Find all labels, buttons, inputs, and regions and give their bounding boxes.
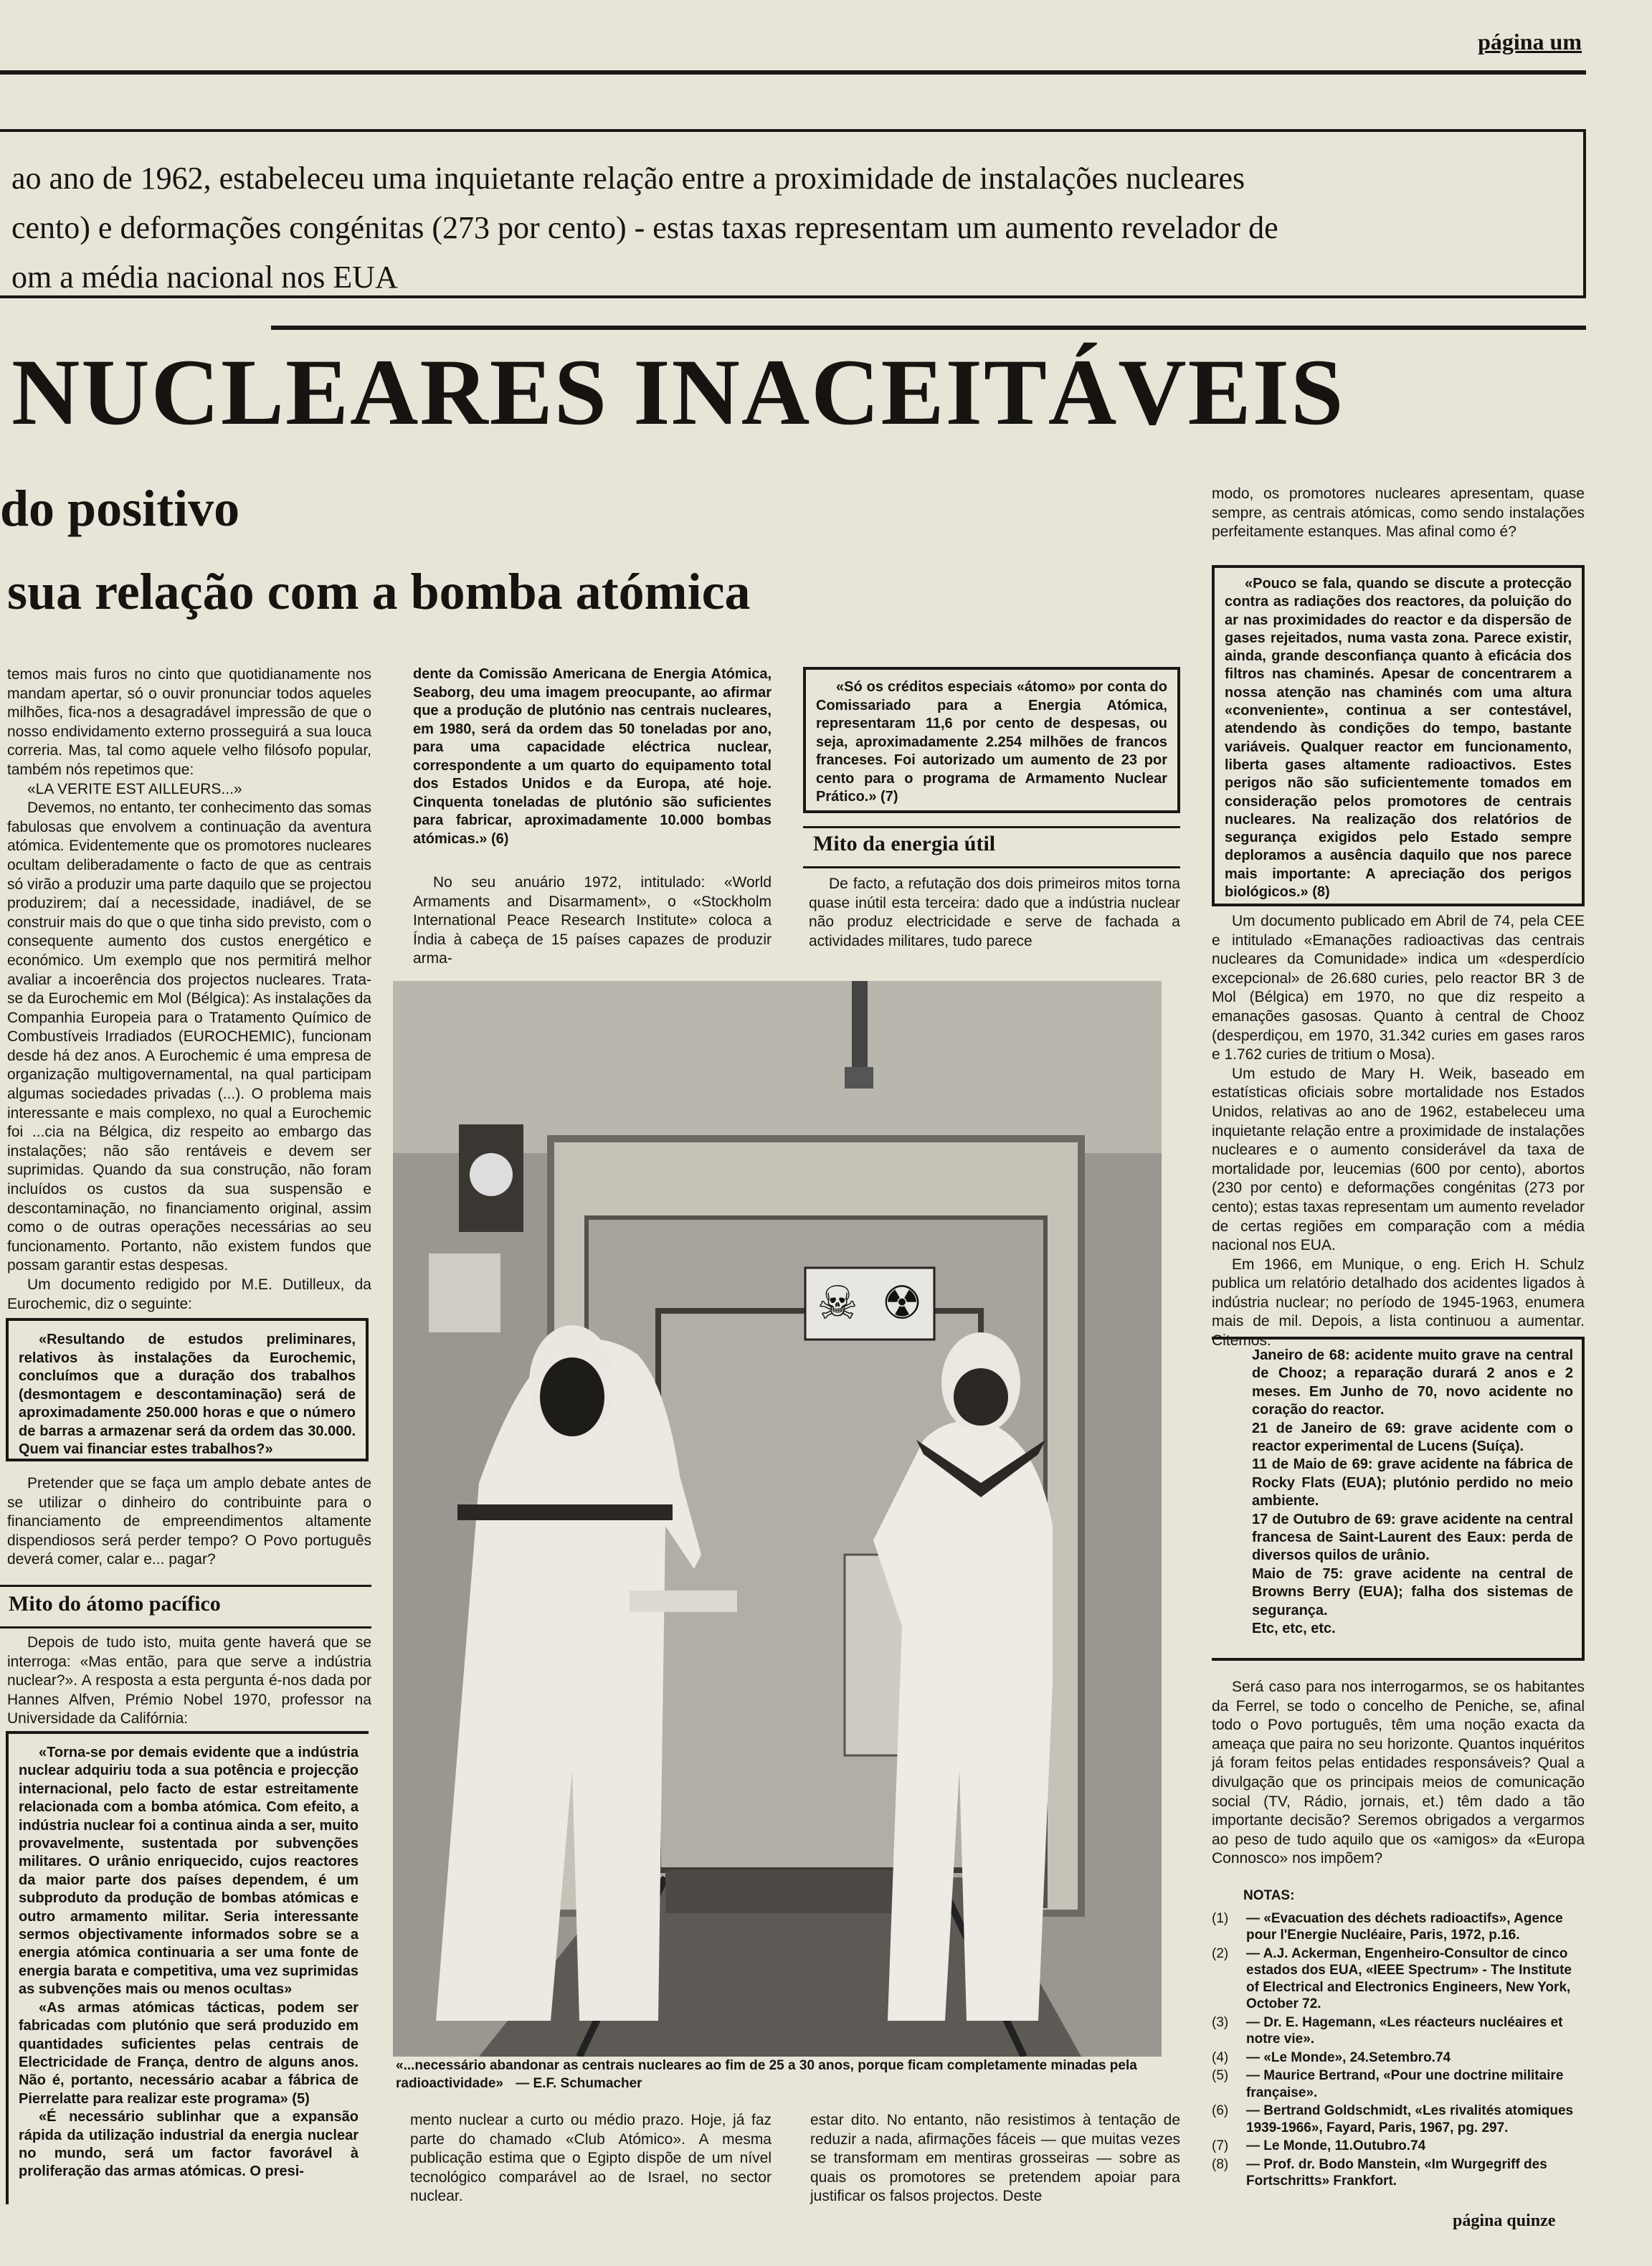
note-number: (5) (1212, 2068, 1229, 2083)
col2-bottom (410, 2111, 772, 2206)
col1-para: temos mais furos no cinto que quotidianamente nos mandam apertar, só o ouvir pronunciar todos aqueles milhões, fica-nos a desagradável impressão de que o nosso endividamento externo prosseguirá a sua louca correria. Mas, tal como aquele velho filósofo popular, também nós repetimos que: (7, 666, 371, 778)
radiation-icon: ☢ (881, 1277, 923, 1330)
col1-after-quote-text: Pretender que se faça um amplo debate antes de se utilizar o dinheiro do contribuinte para o financiamento de empreendimentos altamente dispendiosos será perder tempo? O Povo português deverá comer, calar e... pagar? (7, 1475, 371, 1568)
col4-intro-text: modo, os promotores nucleares apresentam, quase sempre, as centrais atómicas, como sendo instalações perfeitamente estanques. Mas afinal como é? (1212, 485, 1585, 541)
section-title-energia: Mito da energia útil (813, 832, 996, 855)
note-number: (2) (1212, 1945, 1229, 1961)
col1-quote2-para: «Torna-se por demais evidente que a indústria nuclear adquiriu toda a sua potência e projecção internacional, pelo facto de estar estreitamente relacionada com a bomba atómica. Com efeito, a indústria nuclear foi a continua ainda a ser, muito provavelmente, sustentada por subvenções militares. O urânio enriquecido, cujos reactores da maior parte dos países dependem, é um subproduto da produção de bombas atómicas e outro armamento militar. Seria interessante sermos objectivamente informados sobre se a energia atómica continuaria a ser uma fonte de energia barata e competitiva, uma vez suprimidas as subvenções mais ou menos ocultas» (19, 1745, 359, 1998)
banner-underline (271, 326, 1586, 330)
note-number: (1) (1212, 1910, 1229, 1926)
note-item (1212, 2014, 1585, 2048)
section-rule (803, 866, 1180, 868)
note-item (1212, 2103, 1585, 2136)
col1-section-para (7, 1634, 371, 1729)
col4-quote-box (1212, 565, 1585, 906)
col2-para (413, 873, 772, 969)
top-rule (0, 70, 1586, 75)
accidents-box (1212, 1337, 1585, 1661)
col4-closing (1212, 1678, 1585, 1869)
accident-item: Maio de 75: grave acidente na central de Browns Berry (EUA); falha dos sistemas de segurança. (1252, 1565, 1573, 1618)
col3-quote: «Só os créditos especiais «átomo» por conta do Comissariado para a Energia Atómica, representaram 11,6 por cento de despesas, ou seja, aproximadamente 2.254 milhões de francos franceses. Foi autorizado um aumento de 23 por cento para o programa de Armamento Nuclear Prático.» (7) (816, 679, 1167, 805)
note-item (1212, 1910, 1585, 1944)
note-number: (4) (1212, 2049, 1229, 2065)
banner-line-2: cento) e deformações congénitas (273 por cento) - estas taxas representam um aumento revelador de (11, 210, 1278, 245)
note-number: (7) (1212, 2138, 1229, 2153)
headline: NUCLEARES INACEITÁVEIS (11, 339, 1345, 445)
col1-quote2-para: «É necessário sublinhar que a expansão rápida da utilização industrial da energia nuclear no mundo, será um factor favorável à proliferação das armas atómicas. O presi- (19, 2109, 359, 2180)
accident-item: 21 de Janeiro de 69: grave acidente com o reactor experimental de Lucens (Suíça). (1252, 1420, 1573, 1455)
col2-quote-text: dente da Comissão Americana de Energia Atómica, Seaborg, deu uma imagem preocupante, ao afirmar que a produção de plutónio nas centrais nucleares, em 1980, será da ordem das 50 toneladas por ano, para uma capacidade eléctrica nuclear, correspondente a um quarto do equipamento total dos Estados Unidos e da Europa, até hoje. Cinquenta toneladas de plutónio são suficientes para fabricar, aproximadamente 10.000 bombas atómicas.» (6) (413, 666, 772, 847)
col1-para: Devemos, no entanto, ter conhecimento das somas fabulosas que envolvem a continuação da aventura atómica. Evidentemente que os promotores nucleares ocultam deliberadamente o facto de que as centrais só virão a produzir uma parte daquilo que se projectou produzirem; daí a necessidade, inadiável, de se construir mais do que o que tinha sido previsto, com o consequente aumento dos custos energético e económico. Um exemplo que nos permitirá melhor avaliar a incoerência dos projectos nucleares. Trata-se da Eurochemic em Mol (Bélgica): As instalações da Companhia Europeia para o Tratamento Químico de Combustíveis Irradiados (EUROCHEMIC), funcionam desde há dez anos. A Eurochemic é uma empresa de organização multigovernamental, na qual participam algumas sociedades privadas (...). O problema mais interessante e mais complexo, no qual a Eurochemic foi ...cia na Bélgica, diz respeito ao embargo das instalações; não são rentáveis e devem ser suprimidas. Quando da sua construção, não foram incluídos os custos da sua suspensão e descontaminação, no financiamento original, assim como o de outras operações necessárias ao seu funcionamento. Portanto, não existem fundos que possam garantir estas despesas. (7, 800, 371, 1274)
note-text: — Bertrand Goldschmidt, «Les rivalités atomiques 1939-1966», Fayard, Paris, 1967, pg. 297. (1246, 2103, 1574, 2135)
note-text: — «Le Monde», 24.Setembro.74 (1246, 2049, 1451, 2065)
note-text: — Maurice Bertrand, «Pour une doctrine militaire française». (1246, 2068, 1564, 2100)
note-text: — Dr. E. Hagemann, «Les réacteurs nucléaires et notre vie». (1246, 2014, 1563, 2047)
col4-paras (1212, 912, 1585, 1351)
banner-line-3: om a média nacional nos EUA (11, 260, 398, 295)
accident-item: Janeiro de 68: acidente muito grave na central de Chooz; a reparação durará 2 anos e 2 meses. Em Junho de 70, novo acidente no coração do reactor. (1252, 1347, 1573, 1418)
col1-section-text: Depois de tudo isto, muita gente haverá que se interroga: «Mas então, para que serve a indústria nuclear?». A resposta a esta pergunta é-nos dada por Hannes Alfven, Prémio Nobel 1970, professor na Universidade da Califórnia: (7, 1634, 371, 1727)
col1-para: Um documento redigido por M.E. Dutilleux, da Eurochemic, diz o seguinte: (7, 1276, 371, 1312)
col4-intro (1212, 485, 1585, 542)
section-title-atomo: Mito do átomo pacífico (9, 1592, 221, 1616)
photo-caption (396, 2057, 1162, 2092)
page-label-top: página um (1478, 29, 1582, 54)
page-label-bottom: página quinze (1453, 2212, 1556, 2230)
photo-illustration (393, 981, 1162, 2057)
col1-after-quote (7, 1474, 371, 1570)
note-text: — Prof. dr. Bodo Manstein, «Im Wurgegriff des Fortschritts» Frankfort. (1246, 2156, 1547, 2189)
col1-quote-box (6, 1318, 369, 1461)
col4-para: Em 1966, em Munique, o eng. Erich H. Schulz publica um relatório detalhado dos acidentes ligados à indústria nuclear; no período de 1945-1963, enumera mais de mil. Depois, a lista continuou a aumentar. Citemos: (1212, 1256, 1585, 1350)
col1-quote2-box (6, 1731, 369, 2204)
notes (1212, 1887, 1585, 2191)
note-item (1212, 2049, 1585, 2067)
col2-quote-continued (413, 665, 772, 848)
col1-quote2-para: «As armas atómicas tácticas, podem ser fabricadas com plutónio que será produzido em quantidades suficientes pelas centrais de Electricidade de França, dentro de alguns anos. Não é, portanto, necessário acabar a fábrica de Pierrelatte para realizar este programa» (5) (19, 1999, 359, 2107)
col4-para: Um documento publicado em Abril de 74, pela CEE e intitulado «Emanações radioactivas das centrais nucleares da Comunidade» indica um «desperdício excepcional» de 26.680 curies, pelo reactor BR 3 de Mol (Bélgica) em 1970, no que diz respeito a emanações gasosas. Quanto à central de Chooz (desperdiçou, em 1970, 31.342 curies em gases raros e 1.762 curies de tritium o Mosa). (1212, 913, 1585, 1063)
col4-quote: «Pouco se fala, quando se discute a protecção contra as radiações dos reactores, da poluição do ar nas proximidades do reactor e da dispersão de gases rejeitados, numa vasta zona. Parece existir, ainda, grande desconfiança quanto à eficácia dos filtros nas chaminés. Apesar de concentrarem a nossa atenção nas chaminés com uma altura «conveniente», continua a ser contestável, atendendo às condições do tempo, bastante variáveis. Qualquer reactor em funcionamento, liberta gases altamente radioactivos. Estes perigos não são suficientemente tomados em consideração pelos promotores de centrais nucleares. Na realização dos relatórios de segurança exigidos pelo Estado sempre deploramos a ausência daquilo que nos parece mais importante: A apreciação dos perigos biológicos.» (8) (1225, 576, 1572, 901)
radiation-warning-sign (805, 1268, 934, 1340)
note-item (1212, 1945, 1585, 2013)
caption-quote: «...necessário abandonar as centrais nucleares ao fim de 25 a 30 anos, porque ficam completamente minadas pela radioactividade» (396, 2058, 1137, 2091)
section-rule (0, 1585, 371, 1587)
note-item (1212, 2067, 1585, 2101)
photo-reactor-workers (393, 981, 1162, 2057)
col2-para-text: No seu anuário 1972, intitulado: «World Armaments and Disarmament», o «Stockholm International Peace Research Institute» coloca a Índia à cabeça de 15 países capazes de produzir arma- (413, 874, 772, 967)
note-item (1212, 2138, 1585, 2155)
subheadline-1: do positivo (0, 480, 240, 537)
col1-quote: «Resultando de estudos preliminares, relativos às instalações da Eurochemic, concluímos que a duração dos trabalhos (desmontagem e descontaminação) será de aproximadamente 250.000 horas e que o número de barras a armazenar será da ordem das 30.000. Quem vai financiar estes trabalhos?» (19, 1332, 356, 1457)
section-rule (0, 1626, 371, 1629)
col2-bottom-text: mento nuclear a curto ou médio prazo. Hoje, já faz parte do chamado «Club Atómico». A mesma publicação estima que o Egipto dispõe de um nível tecnológico comparável ao de Israel, no sector nuclear. (410, 2112, 772, 2205)
banner-line-1: ao ano de 1962, estabeleceu uma inquietante relação entre a proximidade de instalações nucleares (11, 161, 1245, 196)
col3-quote-box (803, 667, 1180, 813)
col3-para-text: De facto, a refutação dos dois primeiros mitos torna quase inútil esta terceira: dado que a indústria nuclear não produz electricidade e serve de fachada a actividades militares, tudo parece (809, 876, 1180, 949)
col3-para (809, 875, 1180, 951)
col4-closing-text: Será caso para nos interrogarmos, se os habitantes da Ferrel, se todo o concelho de Peniche, se, afinal todo o Povo português, têm uma noção exacta da ameaça que paira no seu horizonte. Quantos inquéritos já foram feitos pelas entidades responsáveis? Qual a divulgação que os principais meios de comunicação social (TV, Rádio, jornais, et.) têm dado a tão importante decisão? Seremos obrigados a vergarmos ao peso de tudo aquilo que os «amigos» da «Europa Connosco» nos impõem? (1212, 1679, 1585, 1867)
note-number: (6) (1212, 2103, 1229, 2118)
notes-title: NOTAS: (1243, 1888, 1295, 1903)
accident-item: 11 de Maio de 69: grave acidente na fábrica de Rocky Flats (EUA); plutónio perdido no meio ambiente. (1252, 1456, 1573, 1509)
col3-bottom-text: estar dito. No entanto, não resistimos à tentação de reduzir a nada, afirmações fáceis — que muitas vezes se transformam em mentiras grosseiras — sobre as quais os promotores se pretendem apoiar para justificar os falsos projectos. Deste (810, 2112, 1180, 2205)
note-text: — Le Monde, 11.Outubro.74 (1246, 2138, 1426, 2153)
note-text: — A.J. Ackerman, Engenheiro-Consultor de cinco estados dos EUA, «IEEE Spectrum» - The Institute of Electrical and Electronics Engineers, New York, October 72. (1246, 1945, 1572, 2011)
note-number: (3) (1212, 2014, 1229, 2030)
note-item (1212, 2156, 1585, 2190)
col1-para: «LA VERITE EST AILLEURS...» (27, 780, 242, 797)
accident-item: Etc, etc, etc. (1252, 1621, 1336, 1637)
col3-bottom (810, 2111, 1180, 2206)
note-number: (8) (1212, 2156, 1229, 2172)
skull-icon: ☠ (817, 1277, 858, 1330)
subheadline-2: sua relação com a bomba atómica (7, 563, 751, 620)
column-1 (7, 665, 371, 1314)
caption-author: — E.F. Schumacher (516, 2076, 642, 2091)
banner-box (0, 129, 1586, 298)
section-rule (803, 826, 1180, 828)
note-text: — «Evacuation des déchets radioactifs», Agence pour l'Energie Nucléaire, Paris, 1972, p.16. (1246, 1910, 1563, 1943)
col4-para: Um estudo de Mary H. Weik, baseado em estatísticas oficiais sobre mortalidade nos Estados Unidos, relativas ao ano de 1962, estabeleceu uma inquietante relação entre a proximidade de instalações nucleares e o aumento considerável da taxa de mortalidade por, leucemias (600 por cento), abortos (230 por cento) e deformações congénitas (273 por cento); estas taxas representam um aumento revelador de certas regiões em comparação com a média nacional nos EUA. (1212, 1065, 1585, 1254)
accident-item: 17 de Outubro de 69: grave acidente na central francesa de Saint-Laurent des Eaux: perda de diversos quilos de urânio. (1252, 1511, 1573, 1564)
notes-list (1212, 1910, 1585, 2190)
